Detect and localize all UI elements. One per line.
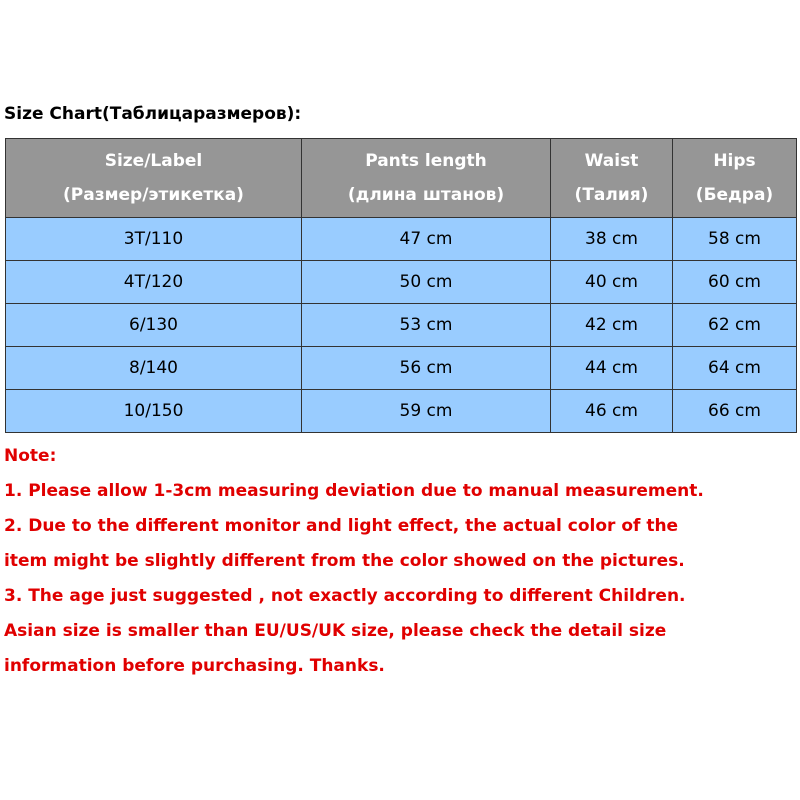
cell-hips: 64 cm [673,347,797,390]
cell-pants-length: 50 cm [302,261,551,304]
note-line: 1. Please allow 1-3cm measuring deviation due to manual measurement. [4,481,704,501]
size-chart-table [5,138,797,433]
header-line2: (Бедра) [695,185,774,205]
cell-size: 8/140 [6,347,302,390]
cell-hips: 60 cm [673,261,797,304]
cell-pants-length: 59 cm [302,390,551,433]
header-pants-length [302,139,551,218]
header-waist [551,139,673,218]
size-chart-title: Size Chart(Таблицаразмеров): [4,104,302,124]
header-line1: Pants length [365,151,487,171]
header-size-label [6,139,302,218]
table-row [6,218,797,261]
header-hips [673,139,797,218]
cell-pants-length: 53 cm [302,304,551,347]
cell-size: 4T/120 [6,261,302,304]
table-row [6,390,797,433]
table-row [6,304,797,347]
header-line2: (длина штанов) [347,185,505,205]
table-header-row [6,139,797,218]
cell-pants-length: 56 cm [302,347,551,390]
cell-hips: 66 cm [673,390,797,433]
header-line1: Hips [713,151,756,171]
cell-hips: 62 cm [673,304,797,347]
header-line2: (Талия) [574,185,649,205]
cell-waist: 40 cm [551,261,673,304]
cell-hips: 58 cm [673,218,797,261]
note-line: Asian size is smaller than EU/US/UK size, please check the detail size [4,621,667,641]
cell-size: 6/130 [6,304,302,347]
note-line: item might be slightly different from the color showed on the pictures. [4,551,685,571]
header-line2: (Размер/этикетка) [63,185,244,205]
note-line: 2. Due to the different monitor and light effect, the actual color of the [4,516,679,536]
cell-waist: 38 cm [551,218,673,261]
note-line: information before purchasing. Thanks. [4,656,385,676]
cell-waist: 46 cm [551,390,673,433]
header-line1: Waist [584,151,639,171]
cell-pants-length: 47 cm [302,218,551,261]
cell-size: 3T/110 [6,218,302,261]
header-line1: Size/Label [104,151,203,171]
table-row [6,261,797,304]
note-line: 3. The age just suggested , not exactly according to different Children. [4,586,686,606]
cell-waist: 42 cm [551,304,673,347]
table-row [6,347,797,390]
notes-section [4,444,796,689]
cell-waist: 44 cm [551,347,673,390]
note-heading: Note: [4,446,57,466]
cell-size: 10/150 [6,390,302,433]
